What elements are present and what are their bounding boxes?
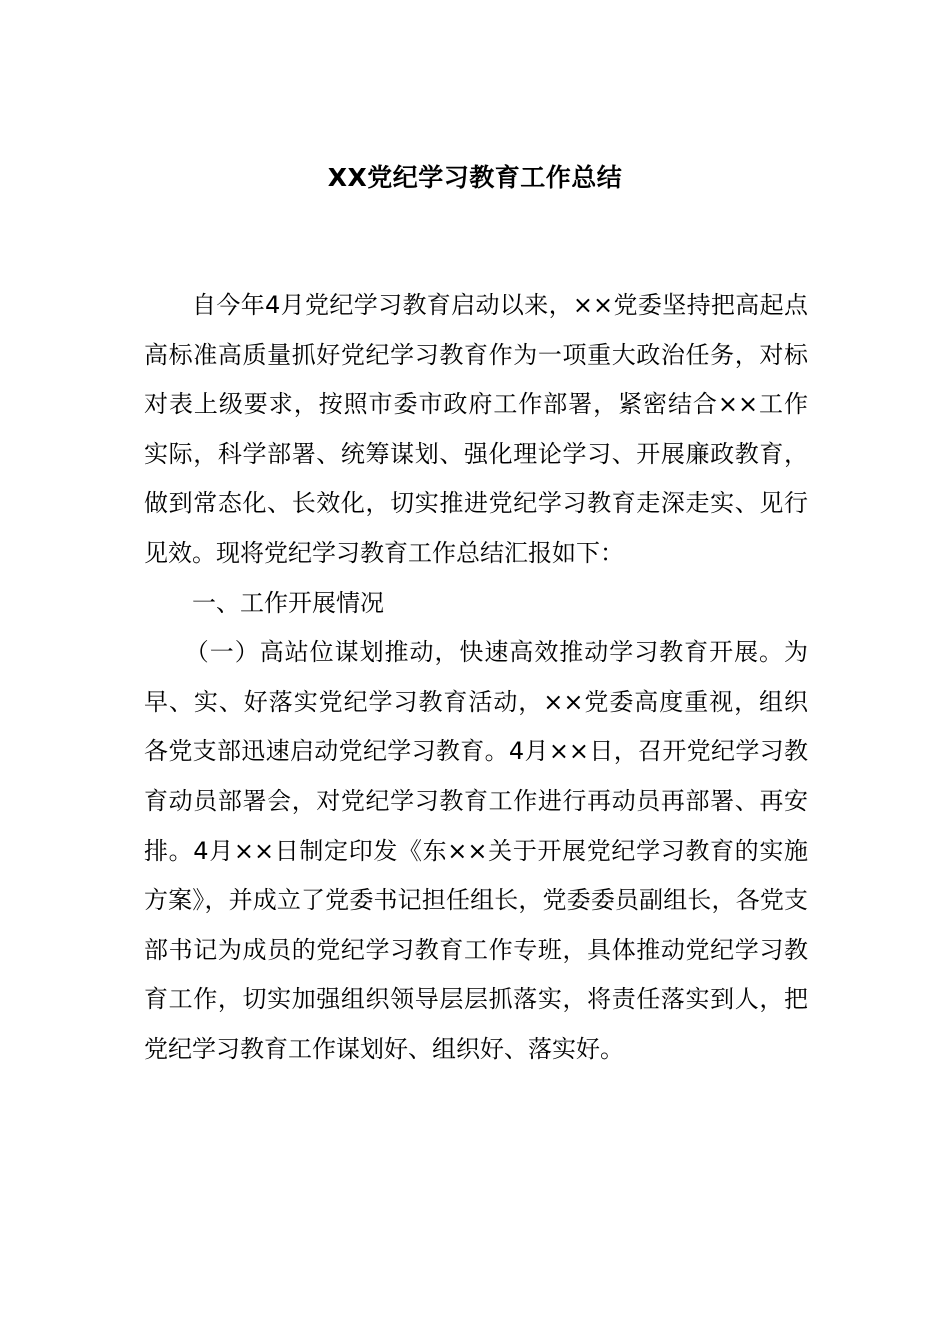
intro-paragraph: 自今年4月党纪学习教育启动以来，××党委坚持把高起点高标准高质量抓好党纪学习教育作为一项重大政治任务，对标对表上级要求，按照市委市政府工作部署，紧密结合××工作实际，科学部署、统筹谋划、强化理论学习、开展廉政教育，做到常态化、长效化，切实推进党纪学习教育走深走实、见行见效。现将党纪学习教育工作总结汇报如下： [144,291,808,567]
section-heading: 一、工作开展情况 [192,588,384,617]
document-body [144,281,808,1075]
subsection-paragraph: （一）高站位谋划推动，快速高效推动学习教育开展。为早、实、好落实党纪学习教育活动，××党委高度重视，组织各党支部迅速启动党纪学习教育。4月××日，召开党纪学习教育动员部署会，对党纪学习教育工作进行再动员再部署、再安排。4月××日制定印发《东××关于开展党纪学习教育的实施方案》，并成立了党委书记担任组长，党委委员副组长，各党支部书记为成员的党纪学习教育工作专班，具体推动党纪学习教育工作，切实加强组织领导层层抓落实，将责任落实到人，把党纪学习教育工作谋划好、组织好、落实好。 [144,638,808,1063]
document-title: XX党纪学习教育工作总结 [327,163,623,192]
